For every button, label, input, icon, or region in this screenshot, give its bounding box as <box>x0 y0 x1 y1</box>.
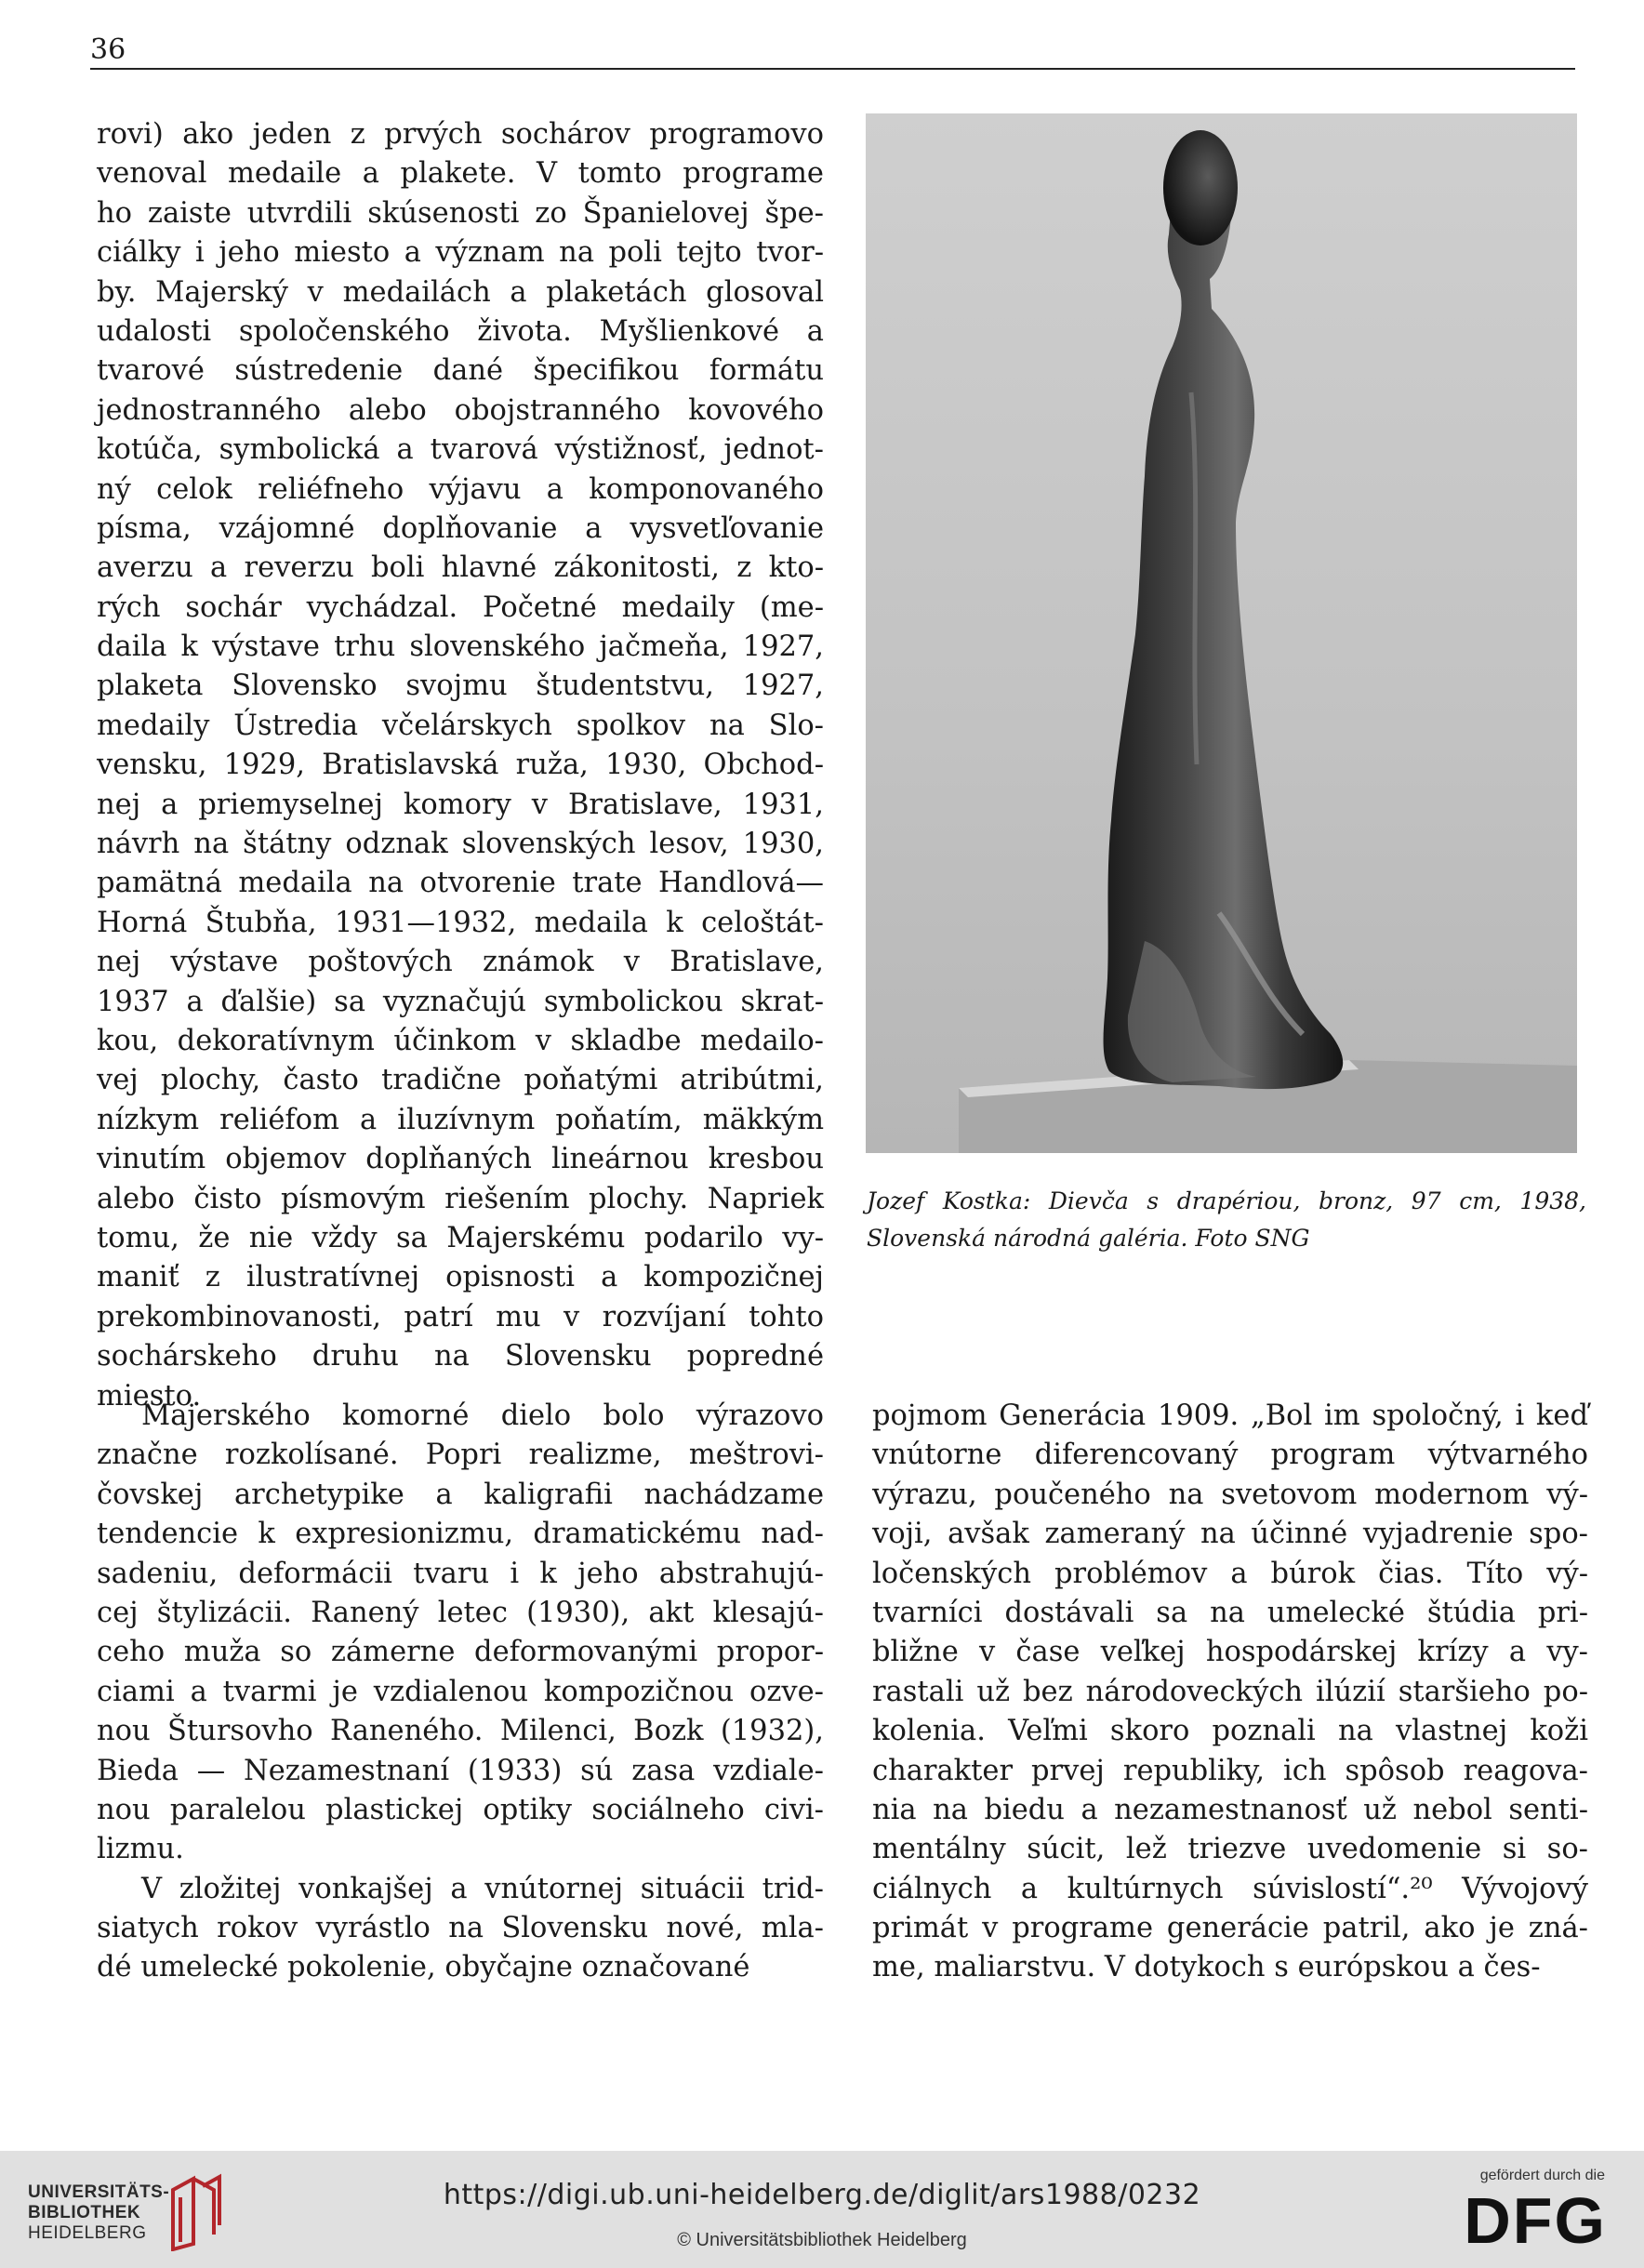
text-line: medaily Ústredia včelárskych spolkov na Slo- <box>97 709 824 742</box>
text-line: písma, vzájomné doplňovanie a vysvetľovanie <box>97 511 824 545</box>
text-line: vinutím objemov doplňaných lineárnou kresbou <box>97 1143 824 1176</box>
text-line: cej štylizácii. Ranený letec (1930), akt klesajú- <box>97 1596 824 1629</box>
document-url-link[interactable]: https://digi.ub.uni-heidelberg.de/diglit/ars1988/0232 <box>443 2179 1201 2211</box>
text-line: kotúča, symbolická a tvarová výstižnosť, jednot- <box>97 433 824 467</box>
text-line: sadeniu, deformácii tvaru i k jeho abstrahujú- <box>97 1557 824 1590</box>
text-line: nej a priemyselnej komory v Bratislave, 1931, <box>97 788 824 821</box>
text-line: rovi) ako jeden z prvých sochárov programovo <box>97 118 824 151</box>
text-line: V zložitej vonkajšej a vnútornej situácii trid- <box>141 1872 824 1905</box>
left-column-bottom <box>97 1397 824 1988</box>
text-line: ciálky i jeho miesto a význam na poli tejto tvor- <box>97 236 824 270</box>
text-line: sochárskeho druhu na Slovensku popredné <box>97 1340 824 1373</box>
page-number: 36 <box>90 33 126 66</box>
text-line: rastali už bez národoveckých ilúzií staršieho po- <box>872 1675 1588 1708</box>
text-line: nou paralelou plastickej optiky sociálneho civi- <box>97 1793 824 1826</box>
text-line: primát v programe generácie patril, ako je zná- <box>872 1912 1588 1945</box>
text-line: návrh na štátny odznak slovenských lesov, 1930, <box>97 828 824 861</box>
text-line: pamätná medaila na otvorenie trate Handlová— <box>97 867 824 900</box>
text-line: maniť z ilustratívnej opisnosti a kompozičnej <box>97 1261 824 1294</box>
footer-bar <box>0 2151 1644 2268</box>
text-line: dé umelecké pokolenie, obyčajne označované <box>97 1951 750 1984</box>
text-line: ciami a tvarmi je vzdialenou kompozičnou ozve- <box>97 1675 824 1708</box>
institution-line: HEIDELBERG <box>28 2223 147 2243</box>
text-line: výrazu, poučeného na svetovom modernom vý- <box>872 1478 1588 1511</box>
text-line: tvarníci dostávali sa na umelecké štúdia pri- <box>872 1596 1588 1629</box>
text-line: ho zaiste utvrdili skúsenosti zo Španielovej špe- <box>97 196 824 230</box>
text-line: mentálny súcit, lež triezve uvedomenie si so- <box>872 1833 1588 1866</box>
text-line: Horná Štubňa, 1931—1932, medaila k celoštát- <box>97 906 824 939</box>
text-line: kou, dekoratívnym účinkom v skladbe medailo- <box>97 1024 824 1057</box>
text-line: prekombinovanosti, patrí mu v rozvíjaní tohto <box>97 1300 824 1333</box>
text-line: me, maliarstvu. V dotykoch s európskou a čes- <box>872 1951 1541 1984</box>
text-line: charakter prvej republiky, ich spôsob reagova- <box>872 1754 1588 1787</box>
text-line: rých sochár vychádzal. Početné medaily (me- <box>97 590 824 624</box>
text-line: Bieda — Nezamestnaní (1933) sú zasa vzdiale- <box>97 1754 824 1787</box>
text-line: venoval medaile a plakete. V tomto programe <box>97 157 824 191</box>
text-line: ciálnych a kultúrnych súvislostí“.²⁰ Vývojový <box>872 1872 1588 1905</box>
text-line: plaketa Slovensko svojmu študentstvu, 1927, <box>97 670 824 703</box>
left-column-top <box>97 115 824 1416</box>
text-line: pojmom Generácia 1909. „Bol im spoločný, i keď <box>872 1399 1588 1432</box>
text-line: daila k výstave trhu slovenského jačmeňa, 1927, <box>97 630 824 664</box>
text-line: miesto. <box>97 1379 202 1413</box>
text-line: lizmu. <box>97 1833 184 1866</box>
text-line: vej plochy, často tradične poňatými atribútmi, <box>97 1064 824 1097</box>
text-line: ceho muža so zámerne deformovanými propor- <box>97 1636 824 1669</box>
text-line: 1937 a ďalšie) sa vyznačujú symbolickou skrat- <box>97 985 824 1018</box>
right-column <box>872 1397 1588 1988</box>
text-line: voji, avšak zameraný na účinné vyjadrenie spo- <box>872 1518 1588 1551</box>
text-line: nej výstave poštových známok v Bratislave, <box>97 946 824 979</box>
text-line: tvarové sústredenie dané špecifikou formátu <box>97 354 824 388</box>
figure-caption <box>867 1183 1586 1257</box>
caption-line: Jozef Kostka: Dievča s drapériou, bronz, 97 cm, 1938, <box>867 1187 1586 1214</box>
text-line: bližne v čase veľkej hospodárskej krízy a vy- <box>872 1636 1588 1669</box>
institution-line: BIBLIOTHEK <box>28 2203 141 2222</box>
text-line: kolenia. Veľmi skoro poznali na vlastnej koži <box>872 1715 1588 1748</box>
text-line: nízkym reliéfom a iluzívnym poňatím, mäkkým <box>97 1103 824 1136</box>
text-line: značne rozkolísané. Popri realizme, meštrovi- <box>97 1439 824 1472</box>
text-line: vnútorne diferencovaný program výtvarného <box>872 1439 1588 1472</box>
text-line: siatych rokov vyrástlo na Slovensku nové, mla- <box>97 1912 824 1945</box>
text-line: vensku, 1929, Bratislavská ruža, 1930, Obchod- <box>97 749 824 782</box>
dfg-logo: DFG <box>1464 2184 1607 2257</box>
text-line: averzu a reverzu boli hlavné zákonitosti, z kto- <box>97 551 824 585</box>
text-line: nou Štursovho Raneného. Milenci, Bozk (1932), <box>97 1715 824 1748</box>
copyright-notice: © Universitätsbibliothek Heidelberg <box>677 2230 967 2250</box>
sculpture-photo <box>866 113 1577 1153</box>
funder-label: gefördert durch die <box>1479 2168 1605 2183</box>
institution-line: UNIVERSITÄTS- <box>28 2182 170 2202</box>
text-line: tendencie k expresionizmu, dramatickému nad- <box>97 1518 824 1551</box>
text-line: tomu, že nie vždy sa Majerskému podarilo vy- <box>97 1221 824 1254</box>
text-line: nia na biedu a nezamestnanosť už nebol senti- <box>872 1793 1588 1826</box>
text-line: čovskej archetypike a kaligrafii nachádzame <box>97 1478 824 1511</box>
text-line: ločenských problémov a búrok čias. Títo vý- <box>872 1557 1588 1590</box>
text-line: alebo čisto písmovým riešením plochy. Napriek <box>97 1182 824 1215</box>
header-rule <box>90 68 1575 70</box>
text-line: ný celok reliéfneho výjavu a komponovaného <box>97 472 824 506</box>
text-line: udalosti spoločenského života. Myšlienkové a <box>97 314 824 348</box>
caption-line: Slovenská národná galéria. Foto SNG <box>867 1225 1310 1252</box>
text-line: by. Majerský v medailách a plaketách glosoval <box>97 275 824 309</box>
text-line: Majerského komorné dielo bolo výrazovo <box>141 1399 824 1432</box>
text-line: jednostranného alebo obojstranného kovového <box>97 393 824 427</box>
